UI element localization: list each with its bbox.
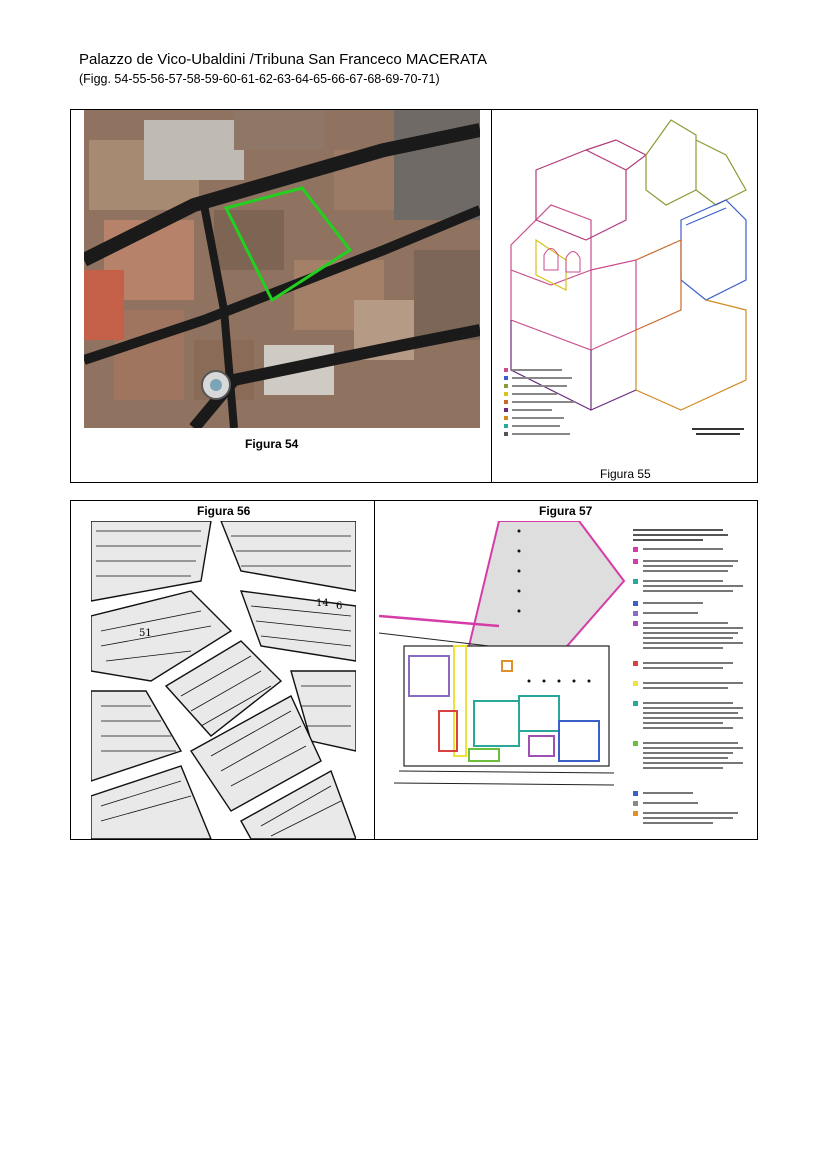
colored-plan-figure-57: [379, 521, 753, 839]
historic-map-engraving-figure-56: [91, 521, 356, 839]
figure-56-caption: Figura 56: [197, 504, 251, 518]
figure-54-caption: Figura 54: [245, 437, 299, 451]
aerial-photo-figure-54: [84, 110, 480, 428]
figure-55-caption: Figura 55: [600, 467, 651, 481]
figure-row-bottom: [70, 500, 758, 840]
svg-text:14: 14: [316, 598, 329, 609]
figure-row-top: [70, 109, 758, 483]
page-title: Palazzo de Vico-Ubaldini /Tribuna San Franceco MACERATA: [79, 51, 487, 68]
svg-text:6: 6: [336, 601, 343, 612]
figure-57-caption: Figura 57: [539, 504, 593, 518]
axonometric-drawing-figure-55: [496, 110, 754, 445]
page-subtitle: (Figg. 54-55-56-57-58-59-60-61-62-63-64-65-66-67-68-69-70-71): [79, 72, 440, 86]
row-divider: [374, 501, 375, 839]
row-divider: [491, 110, 492, 482]
svg-text:51: 51: [139, 628, 152, 639]
